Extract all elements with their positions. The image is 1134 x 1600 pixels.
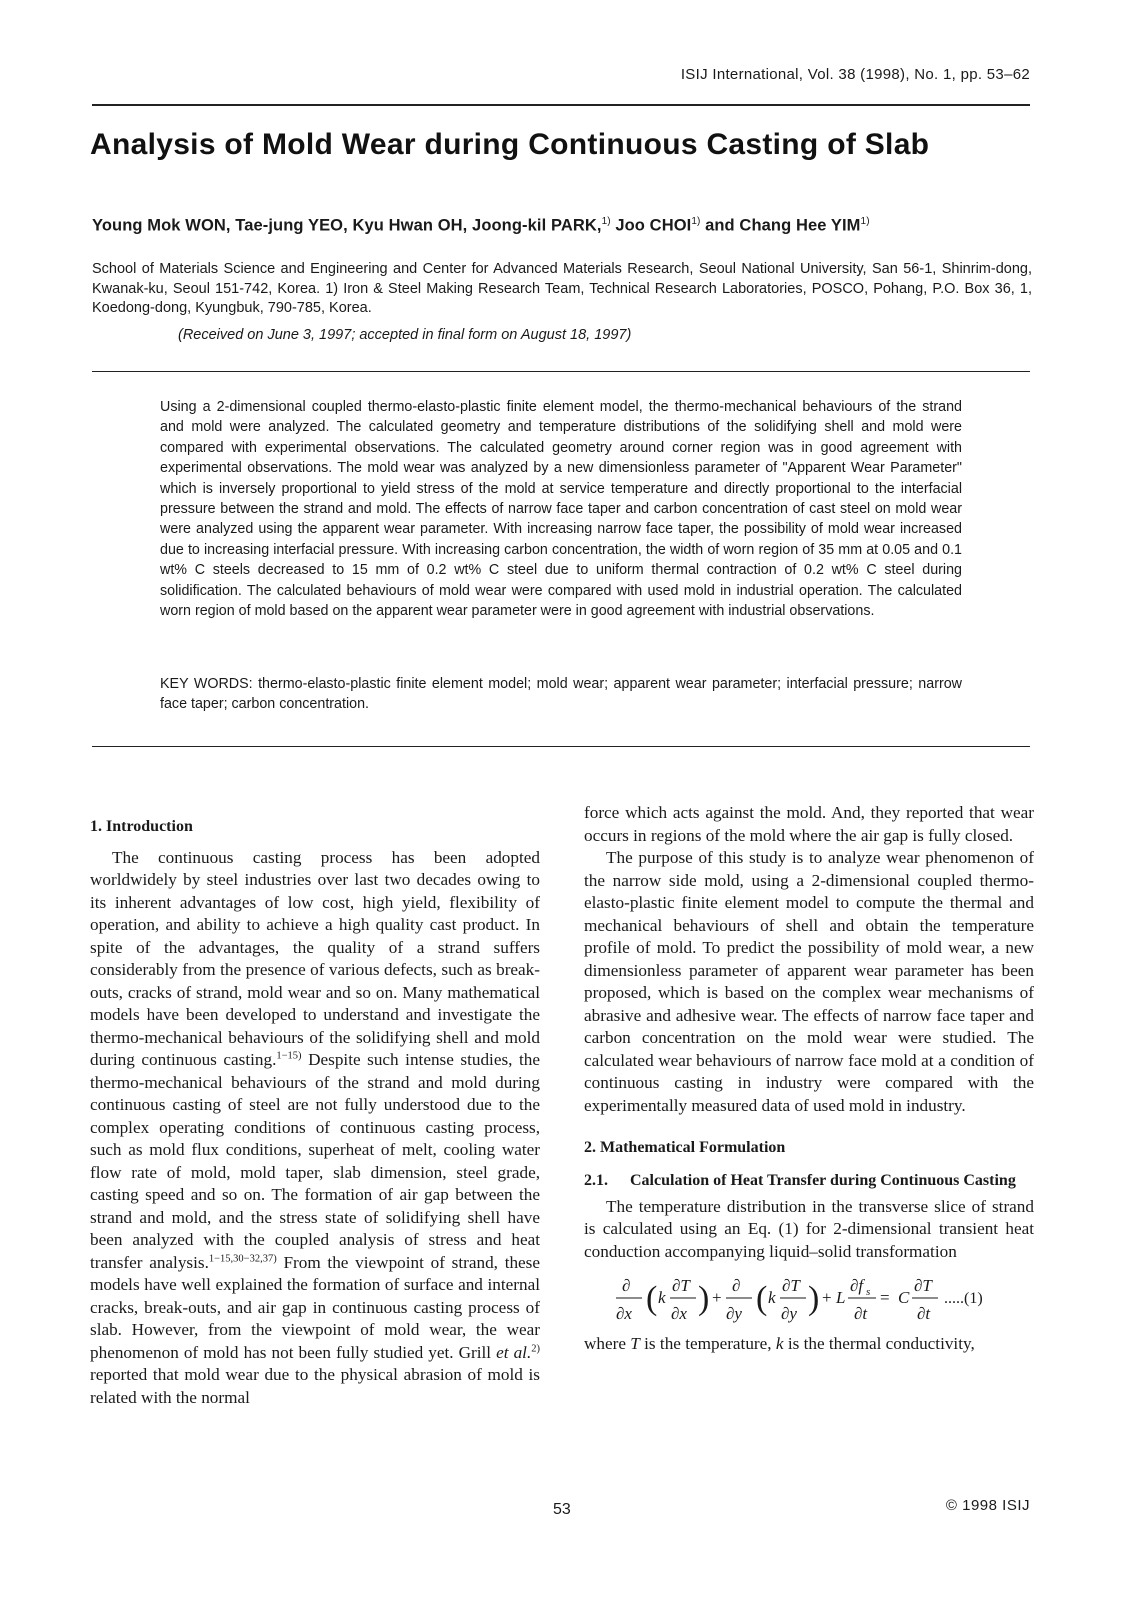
continued-paragraph: force which acts against the mold. And, they reported that wear occurs in regions of the mold where the air gap is fully closed.	[584, 803, 1034, 845]
svg-text:∂: ∂	[732, 1276, 741, 1295]
svg-text:C: C	[898, 1288, 910, 1307]
equation-1	[584, 1267, 1034, 1331]
svg-text:+: +	[712, 1288, 722, 1307]
header-rule	[92, 104, 1030, 106]
abstract-bottom-rule	[92, 746, 1030, 747]
svg-text:k: k	[658, 1288, 666, 1307]
citation-ref: 1−15,30−32,37)	[208, 1252, 277, 1264]
heat-transfer-paragraph: The temperature distribution in the transverse slice of strand is calculated using an Eq. (1) for 2-dimensional transient heat conduction accompanying liquid–solid transformation	[584, 1196, 1034, 1261]
variable-definition	[584, 1333, 1034, 1356]
section-heading-formulation: 2. Mathematical Formulation	[584, 1139, 786, 1156]
page-number: 53	[553, 1501, 571, 1518]
temperature-text: is the temperature,	[639, 1334, 776, 1353]
equation-number: .....(1)	[944, 1290, 983, 1307]
svg-text:∂t: ∂t	[917, 1304, 931, 1323]
affiliation-marker: 1)	[860, 216, 870, 227]
svg-text:): )	[698, 1280, 710, 1317]
received-dates: (Received on June 3, 1997; accepted in final form on August 18, 1997)	[178, 327, 632, 343]
intro-text-2: Despite such intense studies, the thermo-mechanical behaviours of the strand and mold during continuous casting of steel are not fully understood due to the complex operating conditions of continuous casting process, such as mold flux conditions, superheat of melt, cooling water flow rate of mold, mold taper, slab dimension, steel grade, casting speed and so on. The formation of air gap between the strand and mold, and the stress state of solidifying shell have been analyzed with the coupled analysis of stress and heat transfer analysis.	[90, 1050, 540, 1272]
svg-text:=: =	[880, 1288, 890, 1307]
left-column	[90, 802, 540, 1409]
svg-text:k: k	[768, 1288, 776, 1307]
svg-text:(: (	[756, 1280, 768, 1317]
journal-citation: ISIJ International, Vol. 38 (1998), No. 1, pp. 53–62	[680, 66, 1030, 83]
svg-text:s: s	[866, 1286, 871, 1298]
symbol-k: k	[775, 1334, 784, 1353]
subsection-heading-heat-transfer	[584, 1170, 1034, 1192]
svg-text:∂y: ∂y	[781, 1304, 797, 1323]
svg-text:∂T: ∂T	[672, 1276, 690, 1295]
paper-title: Analysis of Mold Wear during Continuous Casting of Slab	[90, 128, 930, 161]
citation-ref: 1−15)	[276, 1050, 302, 1062]
abstract-top-rule	[92, 371, 1030, 372]
where-text: where	[584, 1334, 631, 1353]
intro-text-3: From the viewpoint of strand, these models have well explained the formation of surface and internal cracks, break-outs, and air gap in continuous casting process of slab. However, from the viewpoint of mold wear, the wear phenomenon of mold has not been fully studied yet. Grill	[90, 1252, 541, 1362]
svg-text:∂x: ∂x	[671, 1304, 687, 1323]
svg-text:+: +	[822, 1288, 832, 1307]
keywords: KEY WORDS: thermo-elasto-plastic finite element model; mold wear; apparent wear parameter; interfacial pressure; narrow face taper; carbon concentration.	[160, 676, 962, 713]
svg-text:): )	[808, 1280, 820, 1317]
subsection-title: Calculation of Heat Transfer during Continuous Casting	[630, 1171, 1016, 1189]
intro-text-1: The continuous casting process has been adopted worldwidely by steel industries over last two decades owing to its inherent advantages of low cost, high yield, flexibility of operation, and ability to achieve a high quality cast product. In spite of the advantages, the quality of a strand suffers considerably from the presence of various defects, such as break-outs, cracks of strand, mold wear and so on. Many mathematical models have been developed to understand and investigate the thermo-mechanical behaviours of the solidifying shell and mold during continuous casting.	[90, 847, 540, 1069]
svg-text:∂T: ∂T	[914, 1276, 932, 1295]
intro-text-4: reported that mold wear due to the physical abrasion of mold is related with the normal	[90, 1365, 540, 1407]
svg-text:∂: ∂	[622, 1276, 631, 1295]
symbol-T: T	[630, 1334, 640, 1353]
affiliation-marker: 1)	[601, 216, 611, 227]
svg-text:∂t: ∂t	[854, 1304, 868, 1323]
purpose-paragraph: The purpose of this study is to analyze wear phenomenon of the narrow side mold, using a 2-dimensional coupled thermo-elasto-plastic finite element model to compute the thermal and mechanical behaviours of shell and obtain the temperature profile of mold. To predict the possibility of mold wear, a new dimensionless parameter of apparent wear parameter has been proposed, which is based on the complex wear mechanisms of abrasive and adhesive wear. The effects of narrow face taper and carbon concentration on the mold wear were studied. The calculated wear behaviours of narrow face mold at a condition of continuous casting in industry were compared with the experimentally measured data of used mold in industry.	[584, 848, 1034, 1115]
abstract: Using a 2-dimensional coupled thermo-elasto-plastic finite element model, the thermo-mechanical behaviours of the strand and mold were analyzed. The calculated geometry and temperature distributions of the solidifying shell and mold were compared with experimental observations. The calculated geometry around corner region was in good agreement with experimental observations. The mold wear was analyzed by a new dimensionless parameter of "Apparent Wear Parameter" which is inversely proportional to yield stress of the mold at service temperature and directly proportional to the interfacial pressure between the strand and mold. The effects of narrow face taper and carbon concentration of cast steel on mold wear were analyzed using the apparent wear parameter. With increasing narrow face taper, the possibility of mold wear increased due to increasing interfacial pressure. With increasing carbon concentration, the width of worn region of 35 mm at 0.05 and 0.1 wt% C steels decreased to 15 mm of 0.2 wt% C steel due to uniform thermal contraction of 0.2 wt% C steel during solidification. The calculated behaviours of mold wear were compared with used mold in industrial operation. The calculated worn region of mold based on the apparent wear parameter were in good agreement with industrial observations.	[160, 399, 962, 620]
copyright: © 1998 ISIJ	[945, 1497, 1030, 1514]
svg-text:∂f: ∂f	[850, 1276, 864, 1295]
right-column	[584, 802, 1034, 1356]
svg-text:∂x: ∂x	[616, 1304, 632, 1323]
authors-part-3: and Chang Hee YIM	[700, 216, 861, 235]
citation-ref: 2)	[531, 1342, 540, 1354]
authors-part-1: Young Mok WON, Tae-jung YEO, Kyu Hwan OH, Joong-kil PARK,	[92, 216, 602, 235]
heat-conduction-equation	[614, 1267, 1034, 1331]
subsection-number: 2.1.	[584, 1171, 608, 1189]
affiliation: School of Materials Science and Engineering and Center for Advanced Materials Research, Seoul National University, San 56-1, Shinrim-dong, Kwanak-ku, Seoul 151-742, Korea. 1) Iron & Steel Making Research Team, Technical Research Laboratories, POSCO, Pohang, P.O. Box 36, 1, Koedong-dong, Kyungbuk, 790-785, Korea.	[92, 261, 1032, 316]
svg-text:(: (	[646, 1280, 658, 1317]
conductivity-text: is the thermal conductivity,	[783, 1334, 975, 1353]
svg-text:∂y: ∂y	[726, 1304, 742, 1323]
svg-text:∂T: ∂T	[782, 1276, 800, 1295]
author-list	[92, 216, 870, 236]
authors-part-2: Joo CHOI	[610, 216, 692, 235]
intro-paragraph	[90, 847, 540, 1410]
et-al: et al.	[496, 1342, 532, 1362]
section-heading-introduction: 1. Introduction	[90, 818, 193, 835]
svg-text:L: L	[836, 1288, 846, 1307]
affiliation-marker: 1)	[691, 216, 701, 227]
